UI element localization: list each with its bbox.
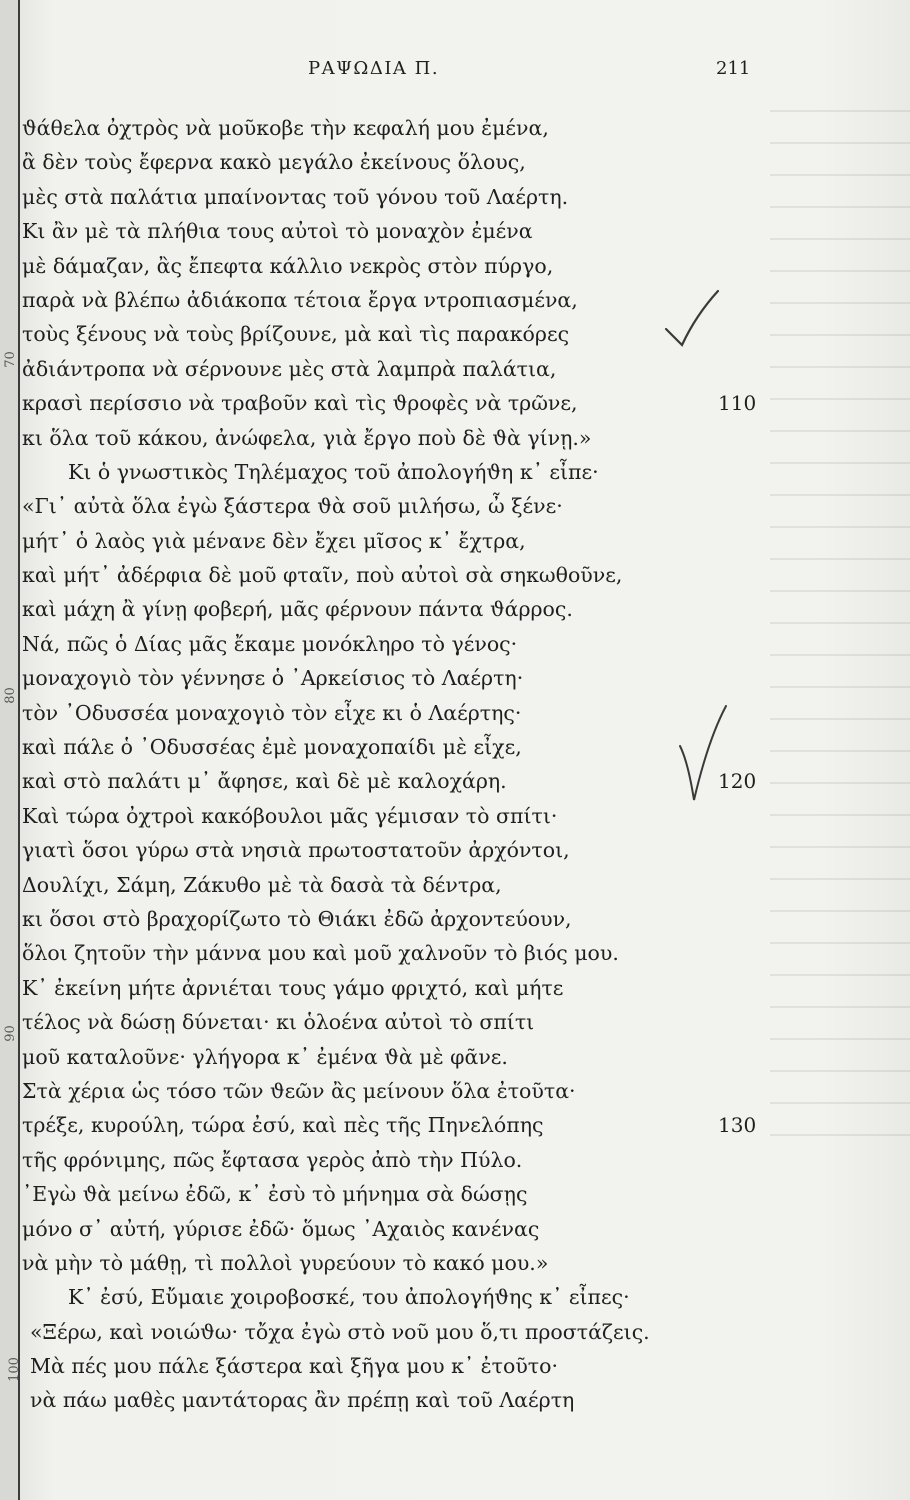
verse-text: ὅλοι ζητοῦν τὴν μάννα μου καὶ μοῦ χαλνοῦν τὸ βιός μου.	[22, 941, 619, 966]
verse-text: κι ὅσοι στὸ βραχορίζωτο τὸ Θιάκι ἐδῶ ἀρχοντεύουν,	[22, 906, 572, 931]
verse-text: μοναχογιὸ τὸν γέννησε ὁ ᾿Αρκείσιος τὸ Λαέρτη·	[22, 666, 524, 691]
verse-line	[22, 558, 782, 592]
verse-text: ᾿Εγὼ ϑὰ μείνω ἐδῶ, κ᾿ ἐσὺ τὸ μήνημα σὰ δώσῃς	[22, 1182, 528, 1207]
verse-line	[22, 661, 782, 695]
verse-text: Στὰ χέρια ὡς τόσο τῶν ϑεῶν ἂς μείνουν ὅλα ἐτοῦτα·	[22, 1078, 576, 1103]
verse-text: μοῦ καταλοῦνε· γλήγορα κ᾿ ἐμένα ϑὰ μὲ φᾶνε.	[22, 1044, 508, 1069]
verse-line	[22, 833, 782, 867]
verse-line	[22, 902, 782, 936]
verse-line	[22, 627, 782, 661]
verse-text: Κι ὁ γνωστικὸς Τηλέμαχος τοῦ ἀπολογήϑη κ᾿ εἶπε·	[68, 459, 599, 484]
verse-line	[22, 1349, 782, 1383]
verse-text: μόνο σ᾿ αὐτή, γύρισε ἐδῶ· ὅμως ᾿Αχαιὸς κανένας	[22, 1216, 540, 1241]
verse-line	[22, 1246, 782, 1280]
verse-text: Μὰ πές μου πάλε ξάστερα καὶ ξῆγα μου κ᾿ ἐτοῦτο·	[30, 1354, 558, 1379]
verse-text: μὲς στὰ παλάτια μπαίνοντας τοῦ γόνου τοῦ Λαέρτη.	[22, 184, 569, 209]
verse-line	[22, 1177, 782, 1211]
verse-text: Νά, πῶς ὁ Δίας μᾶς ἔκαμε μονόκληρο τὸ γένος·	[22, 631, 518, 656]
verse-line	[22, 764, 782, 798]
verse-text: τῆς φρόνιμης, πῶς ἔφτασα γερὸς ἀπὸ τὴν Πύλο.	[22, 1147, 523, 1172]
verse-line	[22, 1143, 782, 1177]
verse-text: νὰ πάω μαθὲς μαντάτορας ἂν πρέπῃ καὶ τοῦ Λαέρτη	[30, 1388, 575, 1413]
verse-line	[22, 1383, 782, 1417]
verse-line	[22, 1005, 782, 1039]
verse-text: παρὰ νὰ βλέπω ἀδιάκοπα τέτοια ἔργα ντροπιασμένα,	[22, 287, 578, 312]
verse-line	[22, 1074, 782, 1108]
verse-line	[22, 214, 782, 248]
verse-text: μὲ δάμαζαν, ἂς ἔπεφτα κάλλιο νεκρὸς στὸν πύργο,	[22, 253, 554, 278]
verse-line	[22, 145, 782, 179]
verse-line	[22, 352, 782, 386]
verse-text: Κι ἂν μὲ τὰ πλήθια τους αὐτοὶ τὸ μοναχὸν ἐμένα	[22, 219, 533, 244]
verse-text: νὰ μὴν τὸ μάθῃ, τὶ πολλοὶ γυρεύουν τὸ κακό μου.»	[22, 1250, 549, 1275]
verse-text: τέλος νὰ δώσῃ δύνεται· κι ὁλοένα αὐτοὶ τὸ σπίτι	[22, 1010, 535, 1035]
verse-line	[22, 971, 782, 1005]
verse-text: Καὶ τώρα ὀχτροὶ κακόβουλοι μᾶς γέμισαν τὸ σπίτι·	[22, 803, 558, 828]
verse-line	[22, 111, 782, 145]
verse-text: κρασὶ περίσσιο νὰ τραβοῦν καὶ τὶς ϑροφὲς νὰ τρῶνε,	[22, 391, 578, 416]
verse-line	[22, 180, 782, 214]
verse-line	[22, 455, 782, 489]
verse-text: ἀδιάντροπα νὰ σέρνουνε μὲς στὰ λαμπρὰ παλάτια,	[22, 356, 557, 381]
verse-text: ϑάθελα ὀχτρὸς νὰ μοῦκοβε τὴν κεφαλή μου ἐμένα,	[22, 116, 549, 140]
show-through-text	[770, 110, 910, 1150]
book-binding-edge	[0, 0, 20, 1500]
verse-text: τοὺς ξένους νὰ τοὺς βρίζουνε, μὰ καὶ τὶς παρακόρες	[22, 322, 570, 347]
verse-text: μήτ᾿ ὁ λαὸς γιὰ μένανε δὲν ἔχει μῖσος κ᾿ ἔχτρα,	[22, 528, 526, 553]
verse-number: 120	[718, 769, 757, 794]
verse-line	[22, 249, 782, 283]
verse-line	[22, 386, 782, 420]
running-head: ΡΑΨΩΔΙΑ Π.	[308, 58, 440, 79]
page-header	[0, 58, 910, 88]
verse-number: 110	[718, 391, 757, 416]
verse-line	[22, 489, 782, 523]
verse-text: ἂ δὲν τοὺς ἔφερνα κακὸ μεγάλο ἐκείνους ὅλους,	[22, 150, 526, 175]
verse-text: γιατὶ ὅσοι γύρω στὰ νησιὰ πρωτοστατοῦν ἀρχόντοι,	[22, 838, 570, 863]
verse-text: καὶ μήτ᾿ ἀδέρφια δὲ μοῦ φταῖν, ποὺ αὐτοὶ σὰ σηκωθοῦνε,	[22, 563, 623, 588]
verse-line	[22, 1108, 782, 1142]
verse-text: καὶ πάλε ὁ ᾿Οδυσσέας ἐμὲ μοναχοπαίδι μὲ εἶχε,	[22, 735, 522, 760]
verse-text: καὶ μάχη ἂ γίνῃ φοβερή, μᾶς φέρνουν πάντα ϑάρρος.	[22, 597, 573, 622]
verse-line	[22, 936, 782, 970]
verse-line	[22, 1280, 782, 1314]
verse-text: «Γι᾿ αὐτὰ ὅλα ἐγὼ ξάστερα ϑὰ σοῦ μιλήσω, ὦ ξένε·	[22, 494, 563, 519]
verse-text: τὸν ᾿Οδυσσέα μοναχογιὸ τὸν εἶχε κι ὁ Λαέρτης·	[22, 700, 522, 725]
verse-text: Κ᾿ ἐκείνη μήτε ἀρνιέται τους γάμο φριχτό, καὶ μήτε	[22, 975, 564, 1000]
verse-text: «Ξέρω, καὶ νοιώϑω· τὄχα ἐγὼ στὸ νοῦ μου ὅ,τι προστάζεις.	[30, 1319, 650, 1344]
verse-line	[22, 421, 782, 455]
margin-line-number: 70	[2, 351, 18, 368]
poem-text	[22, 111, 782, 1418]
margin-line-number: 80	[2, 687, 18, 704]
verse-line	[22, 1040, 782, 1074]
verse-line	[22, 799, 782, 833]
margin-line-number: 100	[6, 1357, 22, 1382]
verse-text: καὶ στὸ παλάτι μ᾿ ἄφησε, καὶ δὲ μὲ καλοχάρη.	[22, 769, 507, 794]
verse-text: τρέξε, κυρούλη, τώρα ἐσύ, καὶ πὲς τῆς Πηνελόπης	[22, 1113, 544, 1138]
verse-text: κι ὅλα τοῦ κάκου, ἀνώφελα, γιὰ ἔργο ποὺ δὲ ϑὰ γίνῃ.»	[22, 425, 592, 450]
verse-line	[22, 524, 782, 558]
verse-line	[22, 1315, 782, 1349]
verse-text: Δουλίχι, Σάμη, Ζάκυθο μὲ τὰ δασὰ τὰ δέντρα,	[22, 872, 502, 897]
verse-line	[22, 592, 782, 626]
verse-line	[22, 868, 782, 902]
verse-line	[22, 283, 782, 317]
verse-line	[22, 730, 782, 764]
verse-text: Κ᾿ ἐσύ, Εὔμαιε χοιροβοσκέ, του ἀπολογήϑης κ᾿ εἶπες·	[68, 1285, 630, 1310]
page-number: 211	[716, 58, 751, 79]
margin-line-number: 90	[2, 1025, 18, 1042]
verse-number: 130	[718, 1113, 757, 1138]
verse-line	[22, 1212, 782, 1246]
verse-line	[22, 317, 782, 351]
verse-line	[22, 696, 782, 730]
